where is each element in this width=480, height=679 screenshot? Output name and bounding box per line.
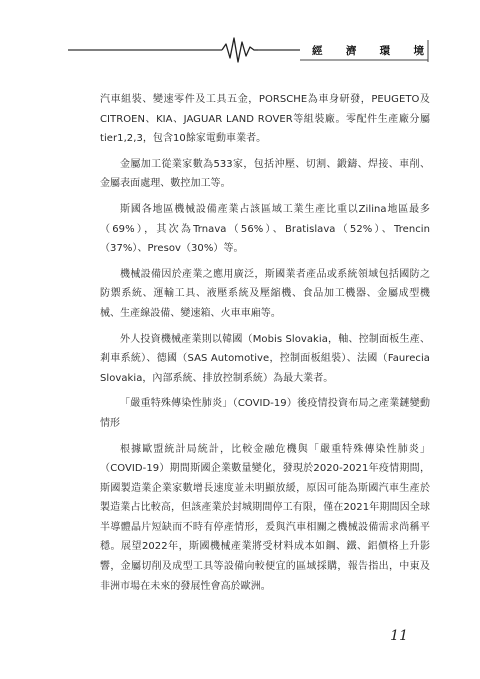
section-title-char: 環 bbox=[379, 44, 391, 57]
header-ecg-line bbox=[0, 0, 480, 70]
section-title-char: 境 bbox=[413, 44, 424, 57]
section-heading: 「嚴重特殊傳染性肺炎」（COVID-19）後疫情投資布局之產業鏈變動情形 bbox=[100, 398, 430, 429]
page-header bbox=[0, 0, 480, 70]
paragraph: 汽車組裝、變速零件及工具五金，PORSCHE為車身研發，PEUGETO及CITROEN、KIA、JAGUAR LAND ROVER等組裝廠。零配件生產廠分屬tier1,2,3，包含10餘家電動車業者。 bbox=[100, 94, 430, 145]
paragraph: 根據歐盟統計局統計，比較金融危機與「嚴重特殊傳染性肺炎」（COVID-19）期間斯國企業數量變化，發現於2020-2021年疫情期間，斯國製造業企業家數增長速度並未明顯放緩，原因可能為斯國汽車生產於製造業占比較高，但該產業於封城期間停工有限，僅在2021年期間因全球半導體晶片短缺而不時有停產情形，爰與汽車相關之機械設備需求尚稱平穩。展望2022年，斯國機械產業將受材料成本如鋼、鐵、鋁價格上升影響，金屬切削及成型工具等設備向較便宜的區域採購，報告指出，中東及非洲市場在未來的發展性會高於歐洲。 bbox=[100, 443, 430, 592]
paragraph: 斯國各地區機械設備產業占該區域工業生產比重以Zilina地區最多（69%），其次為Trnava（56%）、Bratislava（52%）、Trencin （37%）、Presov（30%）等。 bbox=[100, 203, 430, 255]
paragraph: 金屬加工從業家數為533家，包括沖壓、切割、鍛鑄、焊接、車削、金屬表面處理、數控加工等。 bbox=[100, 158, 430, 190]
section-title bbox=[312, 41, 424, 59]
paragraph: 機械設備因於產業之應用廣泛，斯國業者產品或系統領域包括國防之防禦系統、運輸工具、液壓系統及壓縮機、食品加工機器、金屬成型機械、生產線設備、變速箱、火車車廂等。 bbox=[100, 268, 430, 319]
section-title-char: 濟 bbox=[345, 44, 357, 57]
paragraph: 外人投資機械產業則以韓國（Mobis Slovakia，軸、控制面板生產、剎車系統）、德國（SAS Automotive，控制面板組裝）、法國（Faurecia Slovakia，內部系統、排放控制系統）為最大業者。 bbox=[100, 333, 430, 384]
body-text bbox=[100, 90, 430, 602]
section-title-char: 經 bbox=[312, 44, 323, 57]
page-number: 11 bbox=[390, 628, 408, 644]
